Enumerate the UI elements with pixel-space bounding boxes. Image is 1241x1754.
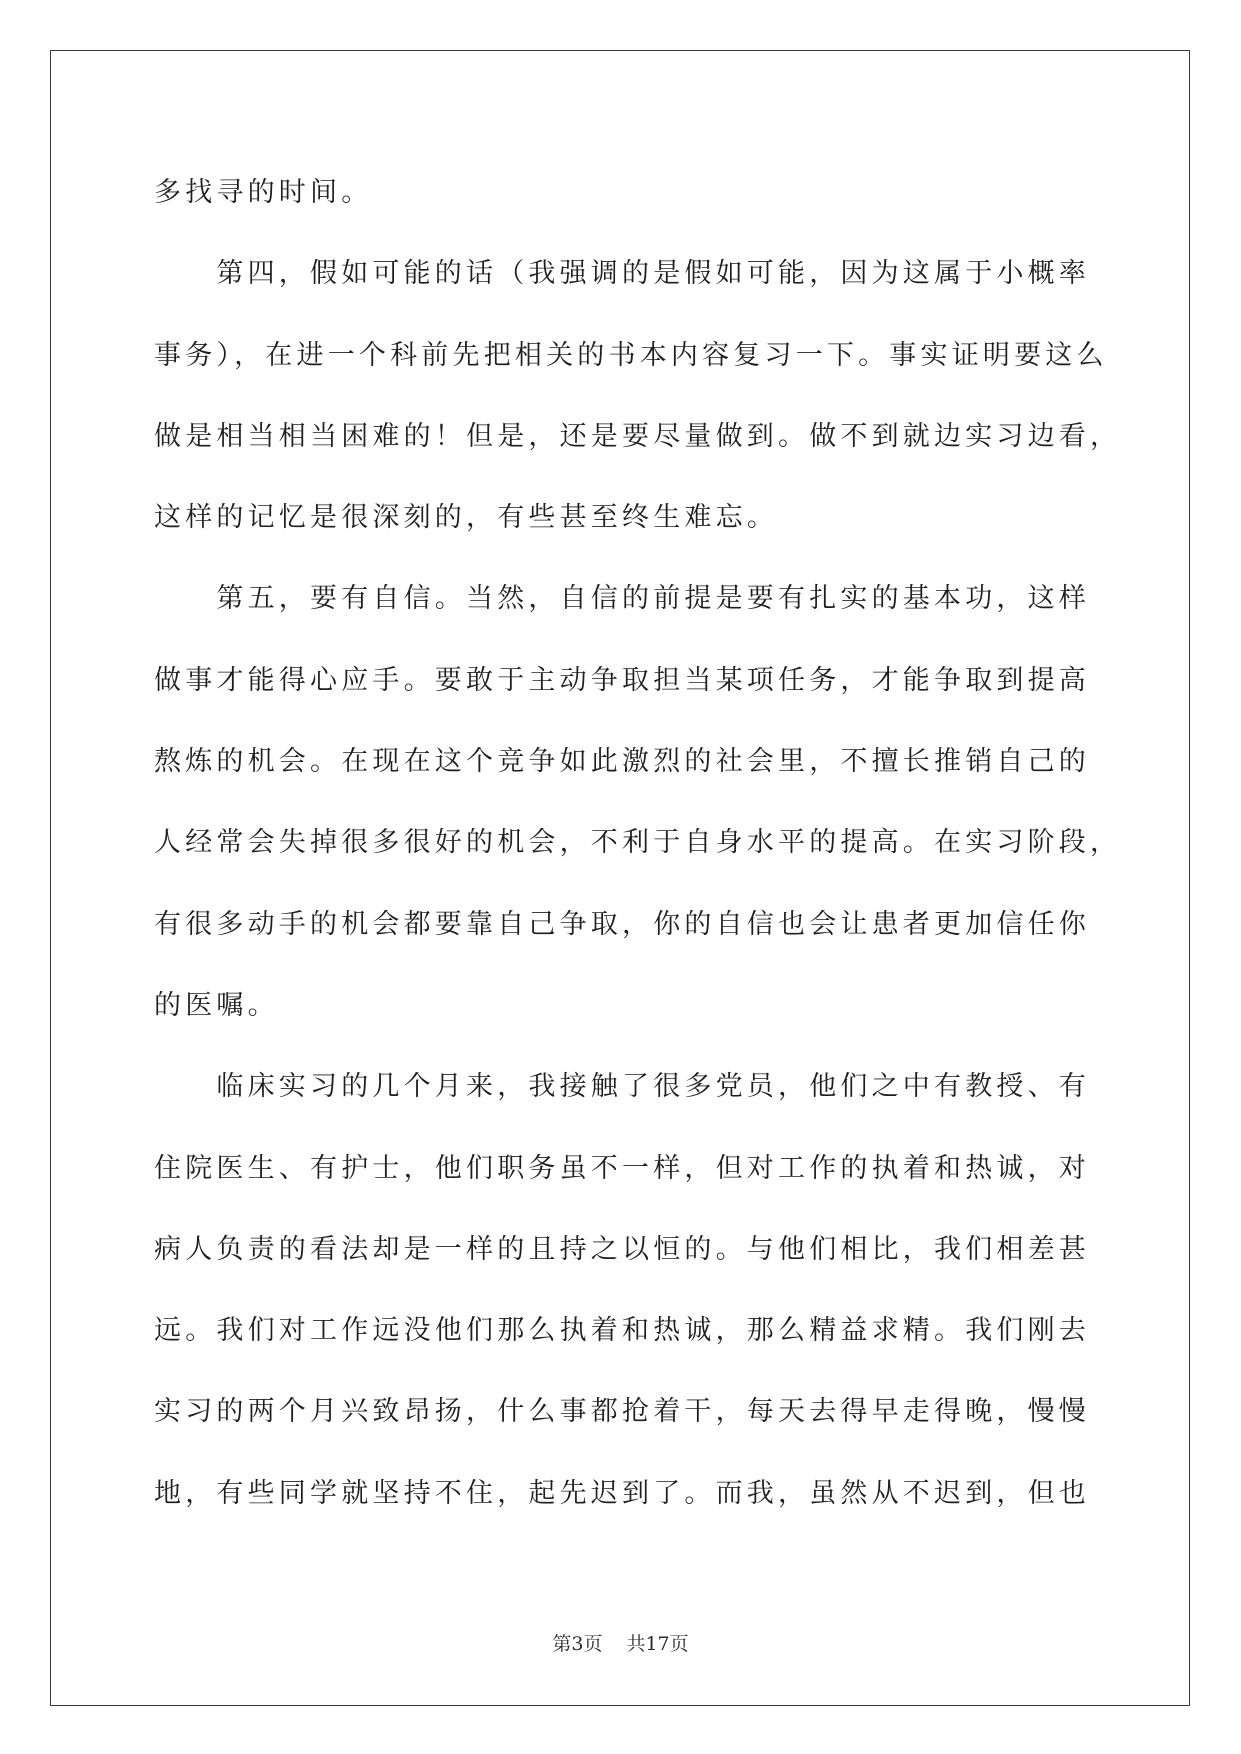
text-line: 事务），在进一个科前先把相关的书本内容复习一下。事实证明要这么	[154, 339, 1108, 371]
page-footer	[0, 1630, 1241, 1658]
text-line: 熬炼的机会。在现在这个竞争如此激烈的社会里，不擅长推销自己的	[154, 746, 1090, 778]
text-line: 做是相当相当困难的！但是，还是要尽量做到。做不到就边实习边看，	[154, 420, 1122, 452]
text-line: 病人负责的看法却是一样的且持之以恒的。与他们相比，我们相差甚	[154, 1233, 1090, 1265]
text-line: 这样的记忆是很深刻的，有些甚至终生难忘。	[154, 502, 778, 534]
paragraph	[154, 1046, 1154, 1534]
paragraph	[154, 152, 1154, 233]
text-line: 地，有些同学就坚持不住，起先迟到了。而我，虽然从不迟到，但也	[154, 1477, 1090, 1509]
text-line: 人经常会失掉很多很好的机会，不利于自身水平的提高。在实习阶段，	[154, 827, 1122, 859]
document-body	[154, 152, 1154, 1534]
text-line: 做事才能得心应手。要敢于主动争取担当某项任务，才能争取到提高	[154, 664, 1090, 696]
text-line: 的医嘱。	[154, 989, 279, 1021]
text-line: 有很多动手的机会都要靠自己争取，你的自信也会让患者更加信任你	[154, 908, 1090, 940]
page-total: 共17页	[626, 1633, 689, 1655]
text-line: 临床实习的几个月来，我接触了很多党员，他们之中有教授、有	[216, 1071, 1090, 1103]
text-line: 多找寻的时间。	[154, 177, 373, 208]
text-line: 住院医生、有护士，他们职务虽不一样，但对工作的执着和热诚，对	[154, 1152, 1090, 1184]
text-line: 实习的两个月兴致昂扬，什么事都抢着干，每天去得早走得晚，慢慢	[154, 1396, 1090, 1428]
page-number: 第3页	[552, 1633, 603, 1655]
paragraph	[154, 233, 1154, 558]
text-line: 第四，假如可能的话（我强调的是假如可能，因为这属于小概率	[216, 258, 1090, 290]
text-line: 远。我们对工作远没他们那么执着和热诚，那么精益求精。我们刚去	[154, 1315, 1090, 1347]
paragraph	[154, 558, 1154, 1046]
text-line: 第五，要有自信。当然，自信的前提是要有扎实的基本功，这样	[216, 583, 1090, 615]
